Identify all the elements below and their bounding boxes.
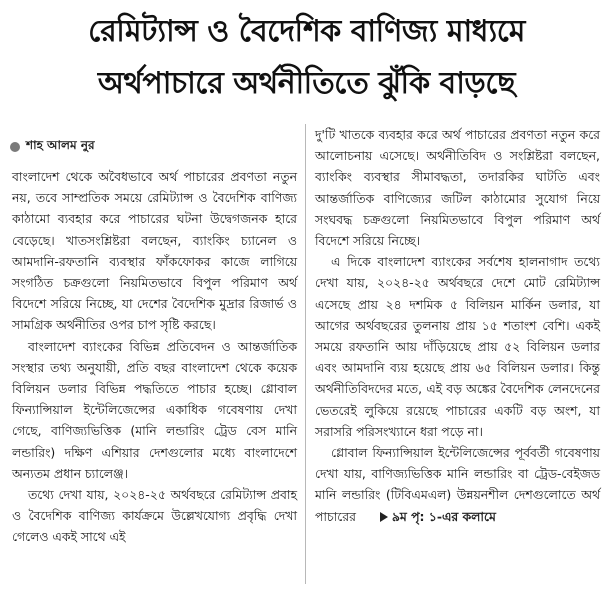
column-divider (305, 124, 306, 584)
article-column-right (315, 124, 600, 527)
article-paragraph: বাংলাদেশ ব্যাংকের বিভিন্ন প্রতিবেদন ও আন্তর্জাতিক সংস্থার তথ্য অনুযায়ী, প্রতি বছর বাংলাদেশ থেকে কয়েক বিলিয়ন ডলার বিভিন্ন পদ্ধতিতে পাচার হচ্ছে। গ্লোবাল ফিন্যান্সিয়াল ইন্টেলিজেন্সের একাধিক গবেষণায় দেখা গেছে, বাণিজ্যভিত্তিক (মানি লন্ডারিং ট্রেড বেস মানি লন্ডারিং) দক্ষিণ এশিয়ার দেশগুলোর মধ্যে বাংলাদেশে অন্যতম প্রধান চ্যালেঞ্জ। (12, 338, 297, 481)
article-paragraph: বাংলাদেশ থেকে অবৈধভাবে অর্থ পাচারের প্রবণতা নতুন নয়, তবে সাম্প্রতিক সময়ে রেমিট্যান্স ও বৈদেশিক বাণিজ্য কাঠামো ব্যবহার করে পাচারের ঘটনা উদ্বেগজনক হারে বেড়েছে। খাতসংশ্লিষ্টরা বলছেন, ব্যাংকিং চ্যানেল ও আমদানি-রফতানি ব্যবস্থার ফাঁকফোকর কাজে লাগিয়ে সংগঠিত চক্রগুলো নিয়মিতভাবে বিপুল পরিমাণ অর্থ বিদেশে সরিয়ে নিচ্ছে, যা দেশের বৈদেশিক মুদ্রার রিজার্ভ ও সামগ্রিক অর্থনীতির ওপর চাপ সৃষ্টি করছে। (12, 169, 297, 333)
byline (10, 138, 95, 156)
article-column-left (12, 166, 297, 548)
continuation-jump-label: ৯ম পৃ: ১-এর কলামে (391, 508, 496, 524)
article-paragraph (315, 442, 600, 527)
jump-arrow-icon (380, 512, 388, 522)
continuation-jump (364, 506, 496, 527)
article-paragraph: তথ্যে দেখা যায়, ২০২৪-২৫ অর্থবছরে রেমিট্যান্স প্রবাহ ও বৈদেশিক বাণিজ্য কার্যক্রমে উল্লেখযোগ্য প্রবৃদ্ধি দেখা গেলেও একই সাথে এই (12, 487, 297, 545)
headline-line-1: রেমিট্যান্স ও বৈদেশিক বাণিজ্য মাধ্যমে (88, 14, 525, 49)
byline-author: শাহ আলম নুর (26, 138, 95, 152)
byline-bullet-icon (10, 142, 20, 152)
article-paragraph: এ দিকে বাংলাদেশ ব্যাংকের সর্বশেষ হালনাগাদ তথ্যে দেখা যায়, ২০২৪-২৫ অর্থবছরে দেশে মোট রেমিট্যান্স এসেছে প্রায় ২৪ দশমিক ৫ বিলিয়ন মার্কিন ডলার, যা আগের অর্থবছরের তুলনায় প্রায় ১৫ শতাংশ বেশি। একই সময়ে রফতানি আয় দাঁড়িয়েছে প্রায় ৫২ বিলিয়ন ডলার এবং আমদানি ব্যয় হয়েছে প্রায় ৬৫ বিলিয়ন ডলার। কিন্তু অর্থনীতিবিদদের মতে, এই বড় অঙ্কের বৈদেশিক লেনদেনের ভেতরেই লুকিয়ে রয়েছে পাচারের একটি বড় অংশ, যা সরাসরি পরিসংখ্যানে ধরা পড়ে না। (315, 254, 600, 439)
article-paragraph: দু'টি খাতকে ব্যবহার করে অর্থ পাচারের প্রবণতা নতুন করে আলোচনায় এসেছে। অর্থনীতিবিদ ও সংশ্লিষ্টরা বলছেন, ব্যাংকিং ব্যবস্থার সীমাবদ্ধতা, তদারকির ঘাটতি এবং আন্তর্জাতিক বাণিজ্যের জটিল কাঠামোর সুযোগ নিয়ে সংঘবদ্ধ চক্রগুলো নিয়মিতভাবে বিপুল পরিমাণ অর্থ বিদেশে সরিয়ে নিচ্ছে। (315, 127, 600, 249)
headline-line-2: অর্থপাচারে অর্থনীতিতে ঝুঁকি বাড়ছে (97, 66, 516, 101)
article-paragraph-text: গ্লোবাল ফিন্যান্সিয়াল ইন্টেলিজেন্সের পূর্ববর্তী গবেষণায় দেখা যায়, বাণিজ্যভিত্তিক মানি লন্ডারিং বা ট্রেড-বেইজড মানি লন্ডারিং (টিবিএমএল) উন্নয়নশীল দেশগুলোতে অর্থ পাচারের (315, 445, 600, 524)
